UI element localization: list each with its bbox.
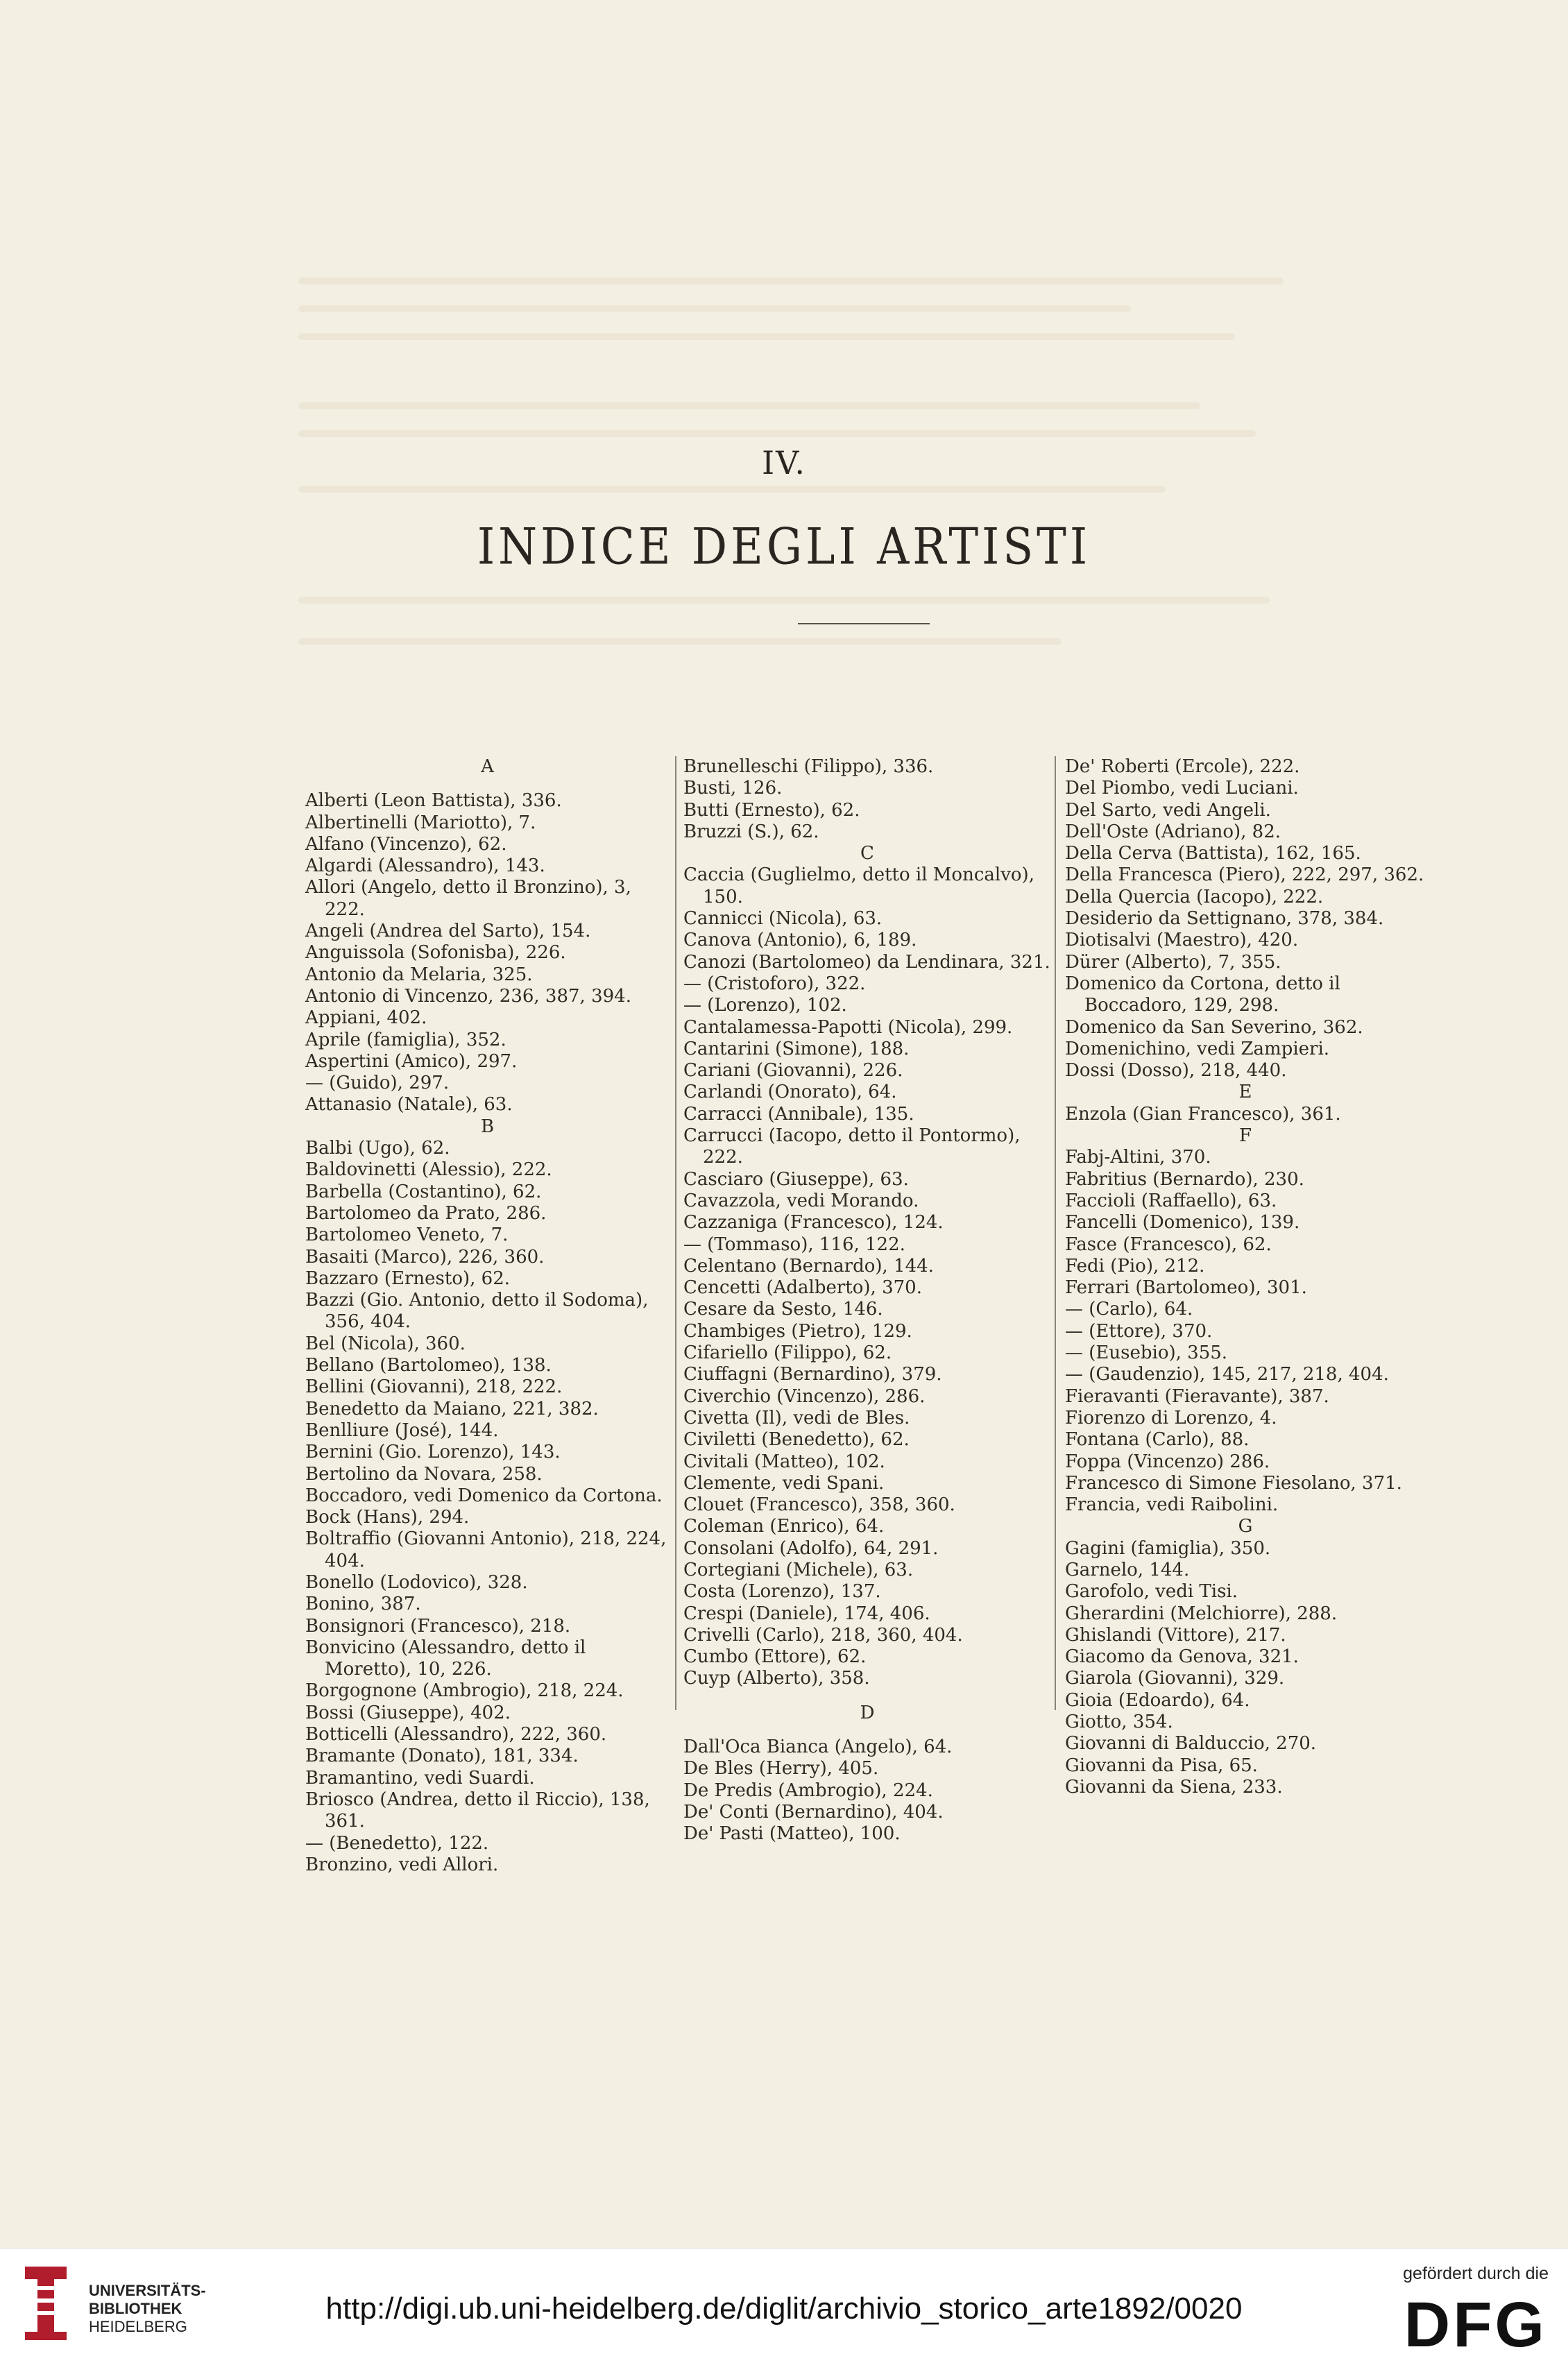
index-entry: Fedi (Pio), 212. <box>1065 1255 1205 1277</box>
index-entry: Carlandi (Onorato), 64. <box>683 1082 897 1103</box>
index-letter-heading: C <box>860 843 874 864</box>
index-entry: De' Roberti (Ercole), 222. <box>1065 756 1300 777</box>
index-entry: Bonello (Lodovico), 328. <box>305 1571 528 1593</box>
index-entry: Foppa (Vincenzo) 286. <box>1065 1451 1270 1472</box>
index-entry: Cuyp (Alberto), 358. <box>683 1668 870 1689</box>
index-entry: Bruzzi (S.), 62. <box>683 821 819 842</box>
index-entry: Francia, vedi Raibolini. <box>1065 1494 1279 1516</box>
index-entry: Crespi (Daniele), 174, 406. <box>683 1603 930 1624</box>
index-entry: Antonio da Melaria, 325. <box>305 964 533 985</box>
index-entry: — (Ettore), 370. <box>1065 1320 1213 1342</box>
index-entry: Benlliure (José), 144. <box>305 1419 499 1441</box>
index-entry: Carracci (Annibale), 135. <box>683 1103 914 1125</box>
funding-note: gefördert durch die <box>1403 2264 1549 2283</box>
index-entry: — (Lorenzo), 102. <box>683 995 847 1016</box>
index-letter-heading: A <box>481 756 494 777</box>
index-entry: Boccadoro, vedi Domenico da Cortona. <box>305 1485 663 1506</box>
index-entry: — (Guido), 297. <box>305 1073 450 1094</box>
index-letter-heading: B <box>480 1116 495 1137</box>
index-entry: Dall'Oca Bianca (Angelo), 64. <box>683 1737 953 1758</box>
index-entry: Garnelo, 144. <box>1065 1559 1190 1580</box>
index-entry: Crivelli (Carlo), 218, 360, 404. <box>683 1624 963 1646</box>
spacer <box>683 1724 1051 1737</box>
index-entry: Alberti (Leon Battista), 336. <box>305 790 562 812</box>
index-entry: Del Sarto, vedi Angeli. <box>1065 799 1271 821</box>
index-entry: Fabj-Altini, 370. <box>1065 1147 1211 1168</box>
index-entry: Briosco (Andrea, detto il Riccio), 138, 361. <box>305 1789 650 1832</box>
index-entry: Bronzino, vedi Allori. <box>305 1854 499 1875</box>
index-entry: Cumbo (Ettore), 62. <box>683 1646 867 1668</box>
index-entry: Benedetto da Maiano, 221, 382. <box>305 1398 599 1419</box>
index-entry: Francesco di Simone Fiesolano, 371. <box>1065 1472 1402 1494</box>
dfg-logo: DFG <box>1404 2289 1547 2360</box>
index-entry: Domenichino, vedi Zampieri. <box>1065 1038 1330 1059</box>
index-entry: Giarola (Giovanni), 329. <box>1065 1668 1285 1689</box>
index-entry: Fancelli (Domenico), 139. <box>1065 1212 1300 1234</box>
index-entry: Anguissola (Sofonisba), 226. <box>305 942 566 964</box>
index-entry: Cortegiani (Michele), 63. <box>683 1559 914 1580</box>
index-entry: Cannicci (Nicola), 63. <box>683 908 883 930</box>
index-entry: Civitali (Matteo), 102. <box>683 1451 885 1472</box>
index-entry: Cavazzola, vedi Morando. <box>683 1190 919 1211</box>
index-entry: Borgognone (Ambrogio), 218, 224. <box>305 1680 624 1702</box>
library-name-line: HEIDELBERG <box>89 2318 187 2335</box>
index-entry: Albertinelli (Mariotto), 7. <box>305 812 536 833</box>
title-rule <box>798 623 930 624</box>
index-entry: Boltraffio (Giovanni Antonio), 218, 224, 404. <box>305 1528 667 1571</box>
index-entry: Angeli (Andrea del Sarto), 154. <box>305 921 591 942</box>
index-column-3 <box>1065 756 1426 1798</box>
index-entry: Fasce (Francesco), 62. <box>1065 1234 1272 1255</box>
bleed-through <box>298 278 1284 284</box>
index-entry: Giotto, 354. <box>1065 1712 1173 1733</box>
index-entry: Bernini (Gio. Lorenzo), 143. <box>305 1442 561 1463</box>
index-entry: Bellano (Bartolomeo), 138. <box>305 1355 552 1376</box>
index-entry: Bel (Nicola), 360. <box>305 1333 466 1354</box>
index-column-2 <box>683 756 1051 1845</box>
column-divider <box>1055 756 1056 1710</box>
index-entry: Consolani (Adolfo), 64, 291. <box>683 1537 939 1559</box>
index-entry: Faccioli (Raffaello), 63. <box>1065 1190 1277 1211</box>
index-entry: — (Tommaso), 116, 122. <box>683 1234 905 1255</box>
index-entry: — (Carlo), 64. <box>1065 1299 1193 1320</box>
index-entry: Ferrari (Bartolomeo), 301. <box>1065 1277 1307 1299</box>
index-entry: De' Pasti (Matteo), 100. <box>683 1823 901 1845</box>
index-entry: Del Piombo, vedi Luciani. <box>1065 778 1299 799</box>
index-entry: Bramantino, vedi Suardi. <box>305 1767 535 1789</box>
bleed-through <box>298 638 1062 645</box>
viewer-footer <box>0 2248 1568 2363</box>
index-entry: Civetta (Il), vedi de Bles. <box>683 1407 910 1428</box>
index-entry: Canova (Antonio), 6, 189. <box>683 930 917 951</box>
index-entry: Giacomo da Genova, 321. <box>1065 1646 1299 1668</box>
index-entry: Brunelleschi (Filippo), 336. <box>683 756 934 777</box>
index-entry: Antonio di Vincenzo, 236, 387, 394. <box>305 985 631 1007</box>
index-column-1 <box>305 756 670 1876</box>
index-entry: Della Francesca (Piero), 222, 297, 362. <box>1065 864 1424 886</box>
bleed-through <box>298 430 1256 437</box>
spacer <box>305 778 670 790</box>
index-entry: Cencetti (Adalberto), 370. <box>683 1277 922 1299</box>
index-entry: Busti, 126. <box>683 778 783 799</box>
index-entry: Allori (Angelo, detto il Bronzino), 3, 222. <box>305 877 631 920</box>
index-entry: Civerchio (Vincenzo), 286. <box>683 1385 926 1407</box>
index-entry: — (Cristoforo), 322. <box>683 973 866 994</box>
bleed-through <box>298 597 1270 604</box>
index-entry: Desiderio da Settignano, 378, 384. <box>1065 908 1384 930</box>
index-entry: Carrucci (Iacopo, detto il Pontormo), 222. <box>683 1125 1021 1168</box>
index-entry: Fieravanti (Fieravante), 387. <box>1065 1385 1329 1407</box>
index-entry: De' Conti (Bernardino), 404. <box>683 1801 944 1823</box>
index-entry: Della Quercia (Iacopo), 222. <box>1065 886 1324 907</box>
index-entry: Coleman (Enrico), 64. <box>683 1516 885 1537</box>
index-entry: Attanasio (Natale), 63. <box>305 1094 513 1116</box>
index-entry: Bazzi (Gio. Antonio, detto il Sodoma), 356, 404. <box>305 1290 649 1333</box>
index-entry: Dell'Oste (Adriano), 82. <box>1065 821 1281 842</box>
index-entry: Aspertini (Amico), 297. <box>305 1050 518 1072</box>
index-entry: Cazzaniga (Francesco), 124. <box>683 1212 944 1234</box>
index-entry: Cesare da Sesto, 146. <box>683 1299 883 1320</box>
index-entry: Cariani (Giovanni), 226. <box>683 1060 903 1082</box>
bleed-through <box>298 402 1200 409</box>
index-entry: Bossi (Giuseppe), 402. <box>305 1702 511 1723</box>
index-letter-heading: D <box>860 1702 875 1723</box>
index-entry: Bramante (Donato), 181, 334. <box>305 1746 579 1767</box>
bleed-through <box>298 333 1235 340</box>
index-entry: Canozi (Bartolomeo) da Lendinara, 321. <box>683 951 1050 973</box>
index-entry: Celentano (Bernardo), 144. <box>683 1255 934 1277</box>
index-entry: — (Eusebio), 355. <box>1065 1342 1228 1364</box>
index-entry: Botticelli (Alessandro), 222, 360. <box>305 1724 607 1746</box>
index-entry: Bonsignori (Francesco), 218. <box>305 1615 571 1637</box>
section-number: IV. <box>762 444 806 481</box>
index-entry: Diotisalvi (Maestro), 420. <box>1065 930 1299 951</box>
library-name-line: UNIVERSITÄTS- <box>89 2282 206 2299</box>
index-entry: Gagini (famiglia), 350. <box>1065 1537 1271 1559</box>
index-entry: Gioia (Edoardo), 64. <box>1065 1689 1250 1711</box>
index-entry: Della Cerva (Battista), 162, 165. <box>1065 843 1361 864</box>
index-entry: Civiletti (Benedetto), 62. <box>683 1429 910 1451</box>
index-letter-heading: F <box>1238 1125 1252 1147</box>
bleed-through <box>298 305 1131 312</box>
index-entry: Casciaro (Giuseppe), 63. <box>683 1168 909 1190</box>
library-name-line: BIBLIOTHEK <box>89 2300 182 2317</box>
column-divider <box>675 756 676 1710</box>
index-entry: Bartolomeo Veneto, 7. <box>305 1225 509 1246</box>
index-entry: Fontana (Carlo), 88. <box>1065 1429 1250 1451</box>
index-entry: Algardi (Alessandro), 143. <box>305 855 545 877</box>
index-entry: Baldovinetti (Alessio), 222. <box>305 1159 552 1181</box>
index-entry: Domenico da San Severino, 362. <box>1065 1016 1363 1038</box>
index-entry: Bertolino da Novara, 258. <box>305 1463 543 1485</box>
index-entry: Bartolomeo da Prato, 286. <box>305 1202 547 1224</box>
index-entry: Bonvicino (Alessandro, detto il Moretto), 10, 226. <box>305 1637 586 1680</box>
index-entry: Chambiges (Pietro), 129. <box>683 1320 912 1342</box>
index-entry: Alfano (Vincenzo), 62. <box>305 833 507 855</box>
index-entry: Giovanni di Balduccio, 270. <box>1065 1733 1317 1755</box>
index-entry: Butti (Ernesto), 62. <box>683 799 860 821</box>
index-entry: Clouet (Francesco), 358, 360. <box>683 1494 955 1516</box>
page-url-link[interactable]: http://digi.ub.uni-heidelberg.de/diglit/archivio_storico_arte1892/0020 <box>325 2292 1243 2326</box>
index-entry: Appiani, 402. <box>305 1007 427 1029</box>
index-entry: Bonino, 387. <box>305 1594 421 1615</box>
spacer <box>683 1690 1051 1703</box>
index-entry: Domenico da Cortona, detto il Boccadoro, 129, 298. <box>1065 973 1340 1016</box>
index-entry: Bellini (Giovanni), 218, 222. <box>305 1376 563 1398</box>
index-entry: Balbi (Ugo), 62. <box>305 1138 450 1159</box>
index-entry: — (Benedetto), 122. <box>305 1832 489 1854</box>
index-letter-heading: G <box>1238 1516 1253 1537</box>
index-entry: Dürer (Alberto), 7, 355. <box>1065 951 1281 973</box>
index-entry: Giovanni da Siena, 233. <box>1065 1776 1283 1798</box>
index-entry: Barbella (Costantino), 62. <box>305 1181 542 1202</box>
index-entry: Giovanni da Pisa, 65. <box>1065 1755 1258 1776</box>
index-entry: Cantalamessa-Papotti (Nicola), 299. <box>683 1016 1013 1038</box>
index-entry: Aprile (famiglia), 352. <box>305 1029 506 1050</box>
index-entry: Fabritius (Bernardo), 230. <box>1065 1168 1304 1190</box>
index-entry: De Bles (Herry), 405. <box>683 1758 879 1780</box>
index-entry: Cifariello (Filippo), 62. <box>683 1342 892 1364</box>
index-entry: De Predis (Ambrogio), 224. <box>683 1780 933 1801</box>
index-entry: Gherardini (Melchiorre), 288. <box>1065 1603 1338 1624</box>
index-entry: Bock (Hans), 294. <box>305 1507 470 1528</box>
index-entry: Ciuffagni (Bernardino), 379. <box>683 1364 942 1385</box>
index-entry: Bazzaro (Ernesto), 62. <box>305 1268 511 1289</box>
index-entry: Costa (Lorenzo), 137. <box>683 1581 881 1603</box>
index-entry: Garofolo, vedi Tisi. <box>1065 1581 1238 1603</box>
index-entry: Cantarini (Simone), 188. <box>683 1038 910 1059</box>
index-entry: Clemente, vedi Spani. <box>683 1472 885 1494</box>
index-entry: Ghislandi (Vittore), 217. <box>1065 1624 1286 1646</box>
index-entry: Dossi (Dosso), 218, 440. <box>1065 1060 1287 1082</box>
index-entry: Fiorenzo di Lorenzo, 4. <box>1065 1407 1277 1428</box>
index-letter-heading: E <box>1238 1082 1252 1103</box>
index-entry: Enzola (Gian Francesco), 361. <box>1065 1103 1341 1125</box>
index-entry: Basaiti (Marco), 226, 360. <box>305 1246 545 1268</box>
bleed-through <box>298 486 1166 493</box>
index-entry: — (Gaudenzio), 145, 217, 218, 404. <box>1065 1364 1389 1385</box>
page-title: INDICE DEGLI ARTISTI <box>477 518 1091 577</box>
index-entry: Caccia (Guglielmo, detto il Moncalvo), 150. <box>683 864 1034 907</box>
